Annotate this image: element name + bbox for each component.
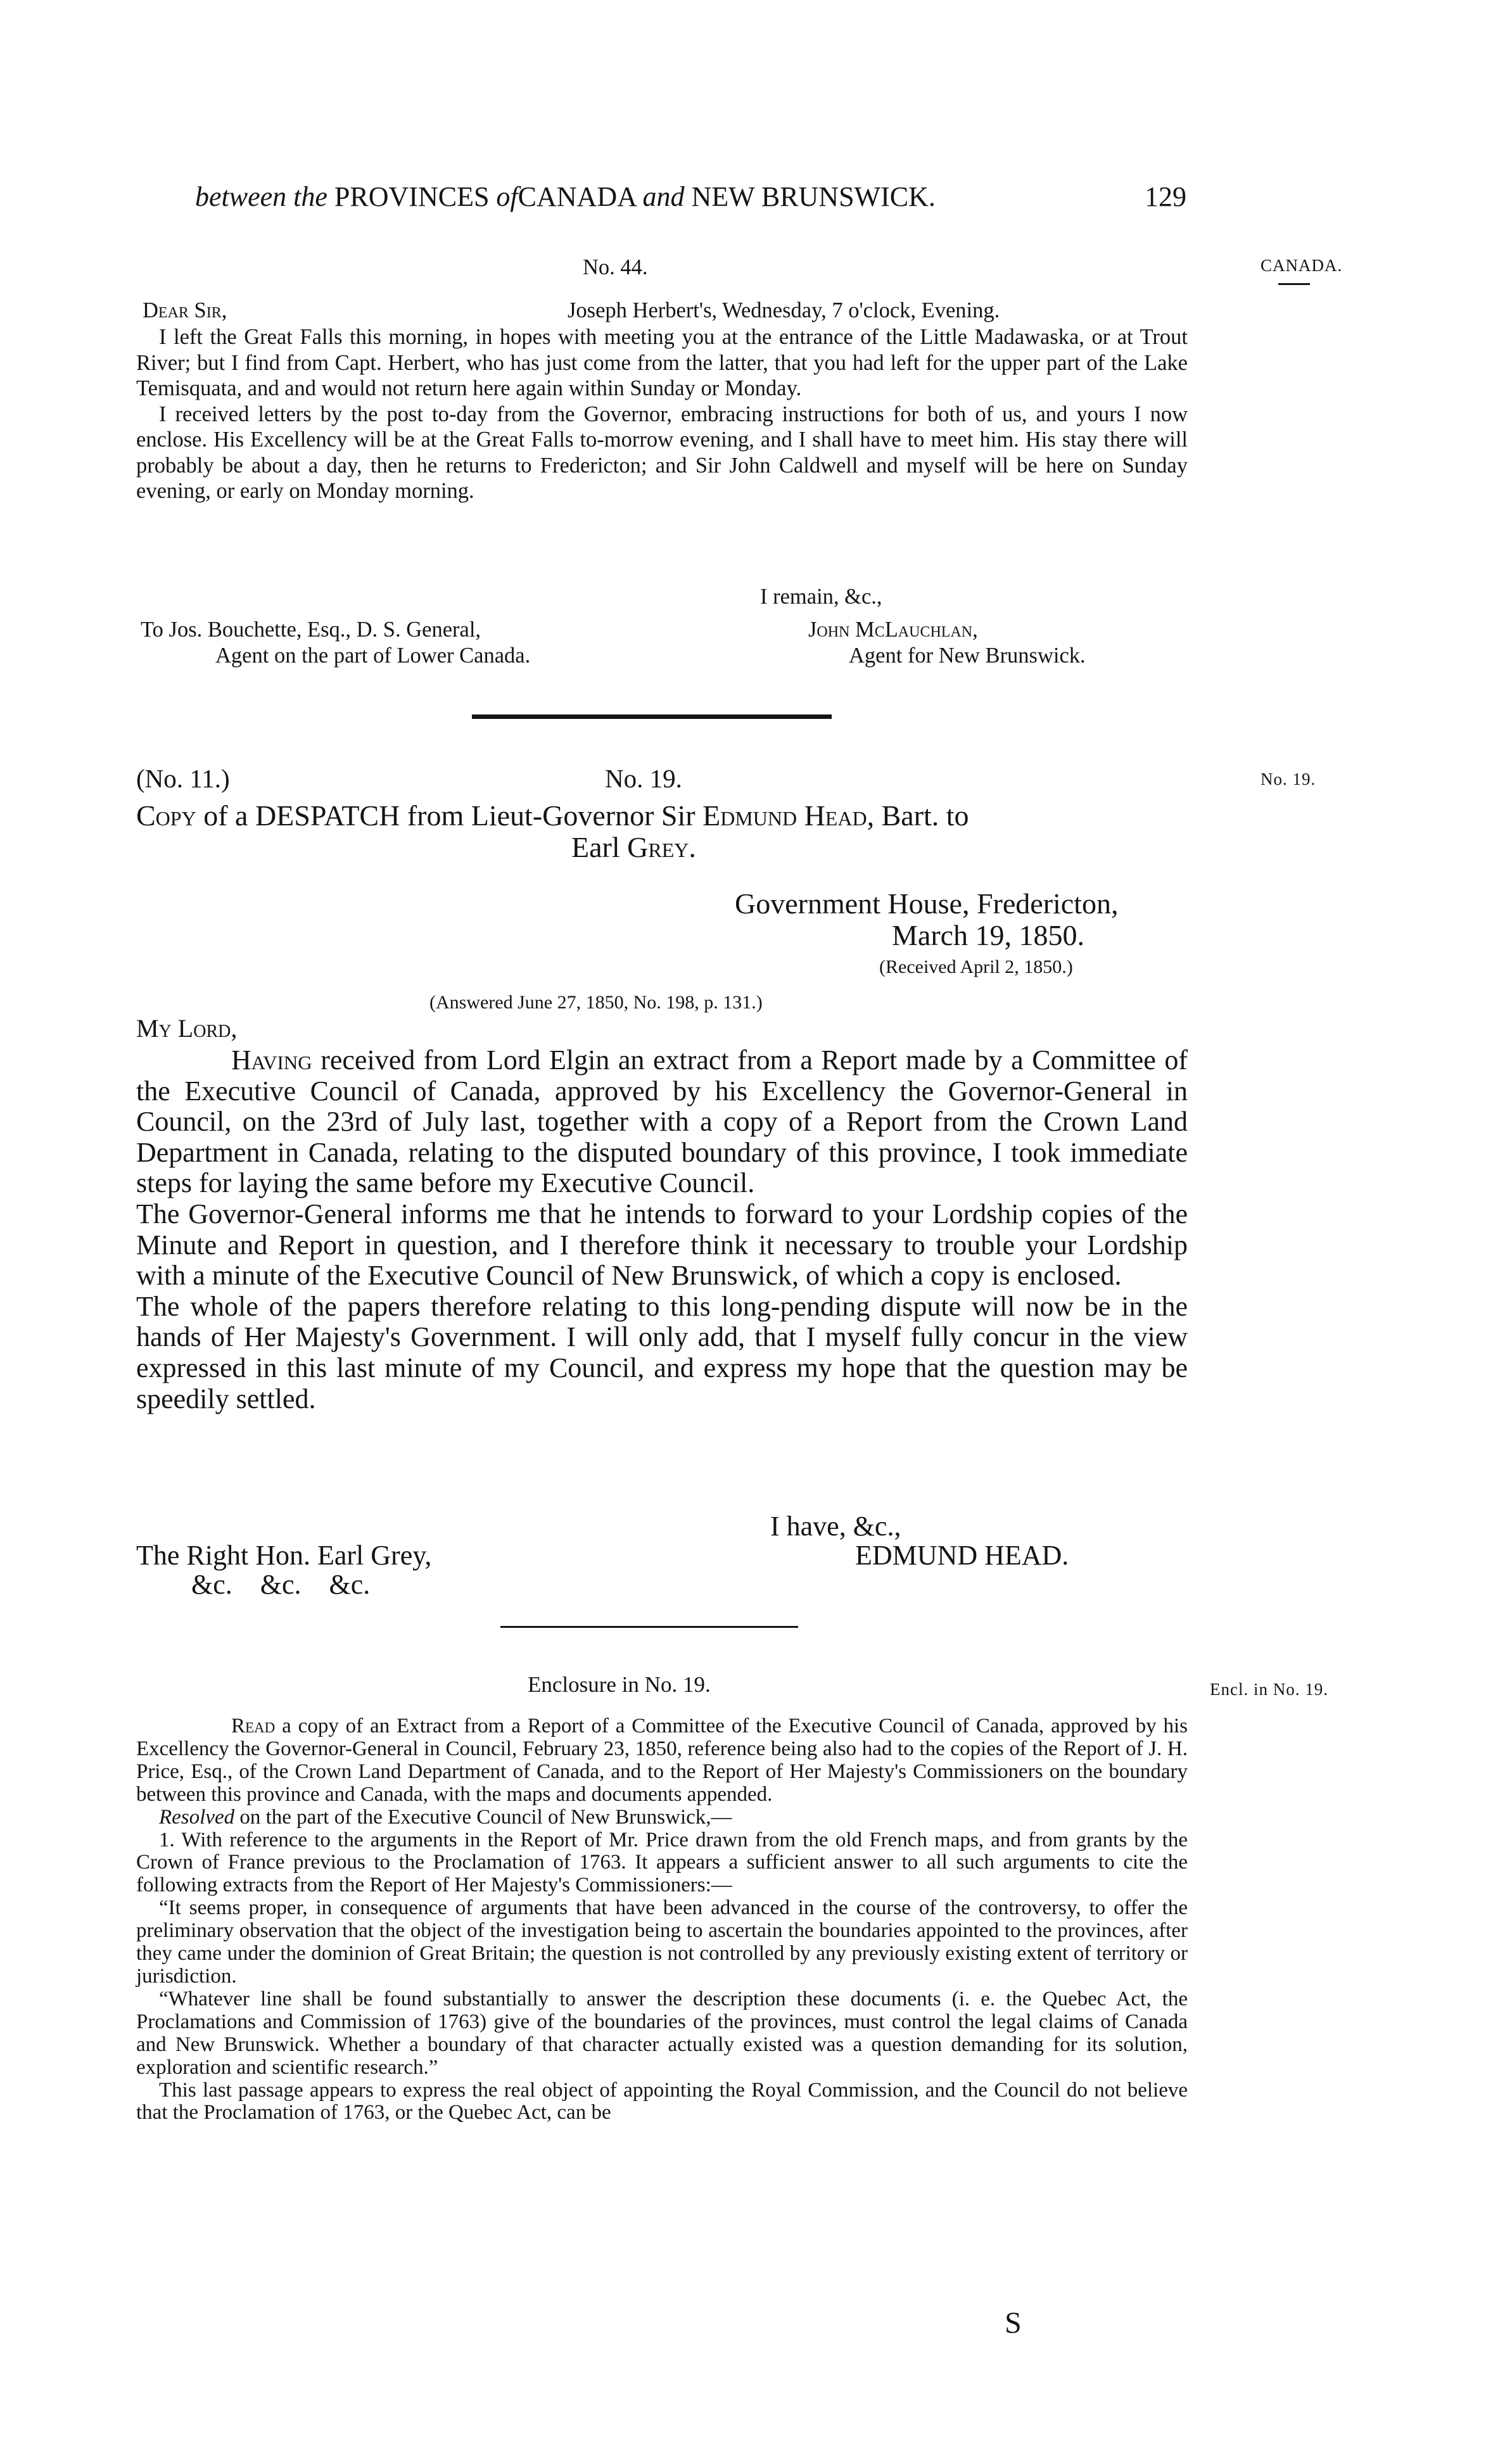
despatch-title-bart: , Bart. to bbox=[867, 799, 969, 832]
despatch-lead-word: Having bbox=[231, 1044, 312, 1076]
letter-recipient-line2: Agent on the part of Lower Canada. bbox=[215, 644, 531, 668]
enclosure-resolved-word: Resolved bbox=[159, 1805, 235, 1829]
despatch-title bbox=[136, 799, 969, 832]
despatch-old-number: (No. 11.) bbox=[136, 764, 230, 793]
despatch-place: Government House, Fredericton, bbox=[735, 887, 1119, 920]
letter-body bbox=[136, 324, 1188, 504]
despatch-signature: EDMUND HEAD. bbox=[855, 1540, 1069, 1571]
despatch-salutation: My Lord, bbox=[136, 1014, 238, 1043]
enclosure-lead-word: Read bbox=[231, 1715, 276, 1737]
despatch-date: March 19, 1850. bbox=[892, 919, 1085, 951]
enclosure-quote: “It seems proper, in consequence of arguments that have been advanced in the course of the controversy, to offer the preliminary observation that the object of the investigation being to ascertain the boundaries appointed to the provinces, after they came under the dominion of Great Britain; the question is not controlled by any previously existing extent of territory or jurisdiction. bbox=[136, 1896, 1188, 1988]
signature-mark: S bbox=[1005, 2306, 1022, 2340]
running-head-of: of bbox=[496, 181, 518, 212]
despatch-title-text: of a DESPATCH from Lieut-Governor Sir bbox=[203, 799, 696, 832]
running-head-prefix: between the bbox=[195, 181, 327, 212]
despatch-title-grey: Grey. bbox=[627, 831, 696, 863]
margin-note-canada: CANADA. bbox=[1261, 256, 1343, 275]
despatch-title-copy: Copy bbox=[136, 799, 196, 832]
enclosure-paragraph-text: a copy of an Extract from a Report of a Committee of the Executive Council of Canada, approved by his Excellency the Governor-General in Council, February 23, 1850, reference being also had to the copies of the Report of J. H. Price, Esq., of the Crown Land Department of Canada, and to the Report of Her Majesty's Commissioners on the boundary between this province and Canada, with the maps and documents appended. bbox=[136, 1715, 1188, 1806]
despatch-title-name: Edmund Head bbox=[702, 799, 867, 832]
enclosure-resolved bbox=[136, 1806, 1188, 1829]
letter-salutation: Dear Sir, bbox=[143, 298, 227, 322]
running-head bbox=[195, 179, 1186, 215]
despatch-closing: I have, &c., bbox=[770, 1511, 901, 1542]
running-head-provinces: PROVINCES bbox=[334, 181, 490, 212]
enclosure-title: Enclosure in No. 19. bbox=[528, 1672, 711, 1697]
despatch-body bbox=[136, 1045, 1188, 1414]
enclosure-resolved-text: on the part of the Executive Council of New Brunswick,— bbox=[234, 1805, 732, 1829]
despatch-etc: &c. &c. &c. bbox=[191, 1569, 371, 1600]
letter-signature-role: Agent for New Brunswick. bbox=[849, 644, 1086, 668]
margin-note-no19: No. 19. bbox=[1261, 770, 1316, 789]
running-head-canada: CANADA bbox=[518, 181, 636, 212]
section-rule bbox=[500, 1626, 798, 1628]
despatch-paragraph: The whole of the papers therefore relating to this long-pending dispute will now be in the hands of Her Majesty's Government. I will only add, that I myself fully concur in the view expressed in this last minute of my Council, and express my hope that the question may be speedily settled. bbox=[136, 1290, 1188, 1414]
enclosure-paragraph bbox=[136, 1715, 1188, 1806]
despatch-title-line2 bbox=[571, 831, 696, 864]
running-head-and: and bbox=[642, 181, 685, 212]
letter-dateline: Joseph Herbert's, Wednesday, 7 o'clock, Evening. bbox=[568, 298, 1000, 322]
letter-recipient-line1: To Jos. Bouchette, Esq., D. S. General, bbox=[141, 618, 481, 642]
despatch-paragraph bbox=[136, 1045, 1188, 1199]
despatch-paragraph: The Governor-General informs me that he intends to forward to your Lordship copies of the Minute and Report in question, and I therefore think it necessary to trouble your Lordship with a minute of the Executive Council of New Brunswick, of which a copy is enclosed. bbox=[136, 1198, 1188, 1292]
enclosure-paragraph: 1. With reference to the arguments in the Report of Mr. Price drawn from the old French maps, and from grants by the Crown of France previous to the Proclamation of 1763. It appears a sufficient answer to all such arguments to cite the following extracts from the Report of Her Majesty's Commissioners:— bbox=[136, 1828, 1188, 1897]
letter-paragraph: I received letters by the post to-day from the Governor, embracing instructions for both of us, and yours I now enclose. His Excellency will be at the Great Falls to-morrow evening, and I shall have to meet him. His stay there will probably be about a day, then he returns to Fredericton; and Sir John Caldwell and myself will be here on Sunday evening, or early on Monday morning. bbox=[136, 402, 1188, 503]
enclosure-quote: “Whatever line shall be found substantially to answer the description these documents (i. e. the Quebec Act, the Proclamations and Commission of 1763) give of the boundaries of the provinces, must control the legal claims of Canada and New Brunswick. Whether a boundary of that character actually existed was a question demanding for its solution, exploration and scientific research.” bbox=[136, 1987, 1188, 2079]
despatch-number: No. 19. bbox=[605, 764, 682, 793]
margin-dash bbox=[1278, 283, 1310, 285]
margin-note-enclosure: Encl. in No. 19. bbox=[1210, 1680, 1328, 1699]
letter-signature-name: John McLauchlan, bbox=[808, 618, 978, 642]
letter-paragraph: I left the Great Falls this morning, in hopes with meeting you at the entrance of the Little Madawaska, or at Trout River; but I find from Capt. Herbert, who has just come from the latter, that you had left for the upper part of the Lake Temisquata, and and would not return here again within Sunday or Monday. bbox=[136, 325, 1188, 400]
enclosure-paragraph: This last passage appears to express the real object of appointing the Royal Commission, and the Council do not believe that the Proclamation of 1763, or the Quebec Act, can be bbox=[136, 2078, 1188, 2124]
despatch-received: (Received April 2, 1850.) bbox=[879, 956, 1073, 977]
section-rule bbox=[472, 714, 832, 719]
despatch-title-earl: Earl bbox=[571, 831, 620, 863]
despatch-answered: (Answered June 27, 1850, No. 198, p. 131.) bbox=[429, 992, 763, 1013]
letter-closing: I remain, &c., bbox=[760, 585, 882, 609]
despatch-paragraph-text: received from Lord Elgin an extract from a Report made by a Committee of the Executive Council of Canada, approved by his Excellency the Governor-General in Council, on the 23rd of July last, together with a copy of a Report from the Crown Land Department in Canada, relating to the disputed boundary of this province, I took immediate steps for laying the same before my Executive Council. bbox=[136, 1044, 1188, 1199]
page-number: 129 bbox=[1145, 181, 1186, 212]
letter-number: No. 44. bbox=[583, 255, 648, 279]
despatch-addressee: The Right Hon. Earl Grey, bbox=[136, 1540, 432, 1571]
enclosure-body bbox=[136, 1715, 1188, 2124]
running-head-new-brunswick: NEW BRUNSWICK. bbox=[691, 181, 936, 212]
